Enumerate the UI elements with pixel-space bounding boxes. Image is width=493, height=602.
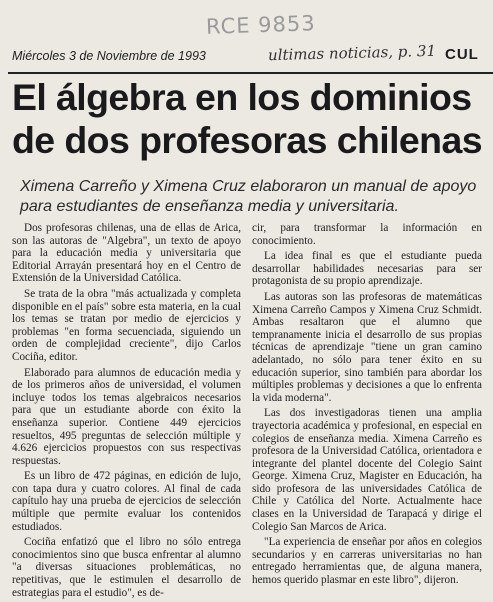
- paragraph: Las autoras son las profesoras de matemáticas Ximena Carreño Campos y Ximena Cruz Schmidt. Ambas resaltaron que el alumno que tempranamente inicia el desarrollo de sus propias técnicas de aprendizaje "tiene un gran camino adelantado, no sólo para tener éxito en su educación superior, sino también para abordar los múltiples problemas y decisiones a que lo enfrenta la vida moderna".: [252, 290, 482, 404]
- article-column-1: [12, 222, 241, 602]
- archive-stamp: RCE 9853: [205, 11, 316, 39]
- paragraph: Dos profesoras chilenas, una de ellas de Arica, son las autoras de "Algebra", un texto de apoyo para la educación media y universitaria que Editorial Arrayán presentará hoy en el Centro de Extensión de la Universidad Católica.: [12, 222, 241, 285]
- publication-date: Miércoles 3 de Noviembre de 1993: [12, 49, 206, 63]
- article-column-2: [252, 222, 482, 590]
- paragraph: Es un libro de 472 páginas, en edición de lujo, con tapa dura y cuatro colores. Al final de cada capítulo hay una prueba de ejercicios de selección múltiple que permite evaluar los contenidos estudiados.: [12, 470, 241, 533]
- paragraph: Cociña enfatizó que el libro no sólo entrega conocimientos sino que busca enfrentar al alumno "a diversas situaciones problemáticas, no repetitivas, que le estimulen el desarrollo de estrategias para el estudio", es de-: [12, 536, 241, 599]
- subheadline: Ximena Carreño y Ximena Cruz elaboraron un manual de apoyo para estudiantes de enseñanza media y universitaria.: [20, 178, 477, 215]
- header-rule: [8, 72, 493, 74]
- paragraph: "La experiencia de enseñar por años en colegios secundarios y en carreras universitarias no han entregado herramientas que, de alguna manera, hemos querido plasmar en este libro", dijeron.: [252, 536, 482, 587]
- paragraph: Las dos investigadoras tienen una amplia trayectoria académica y profesional, en especial en colegios de enseñanza media. Ximena Carreño es profesora de la Universidad Católica, orientadora e integrante del plantel docente del Colegio Saint George. Ximena Cruz, Magister en Educación, ha sido profesora de las universidades Católica de Chile y Católica del Norte. Actualmente hace clases en la Universidad de Tarapacá y dirige el Colegio San Marcos de Arica.: [252, 407, 482, 533]
- paragraph: cir, para transformar la información en conocimiento.: [252, 222, 482, 247]
- paragraph: Se trata de la obra "más actualizada y completa disponible en el país" sobre esta materia, en la cual los temas se tratan por medio de ejercicios y problemas "en forma secuenciada, siguiendo un orden de complejidad creciente", dijo Carlos Cociña, editor.: [12, 287, 241, 363]
- headline: El álgebra en los dominios de dos profesoras chilenas: [12, 76, 482, 161]
- paragraph: Elaborado para alumnos de educación media y de los primeros años de universidad, el volumen incluye todos los temas algebraicos necesarios para que un estudiante aborde con éxito la enseñanza superior. Contiene 449 ejercicios resueltos, 495 preguntas de selección múltiple y 4.626 ejercicios propuestos con sus respectivas respuestas.: [12, 366, 241, 467]
- section-label: CUL: [445, 46, 479, 63]
- paragraph: La idea final es que el estudiante pueda desarrollar habilidades necesarias para ser protagonista de su propio aprendizaje.: [252, 250, 482, 288]
- handwritten-note: ultimas noticias, p. 31: [267, 41, 437, 65]
